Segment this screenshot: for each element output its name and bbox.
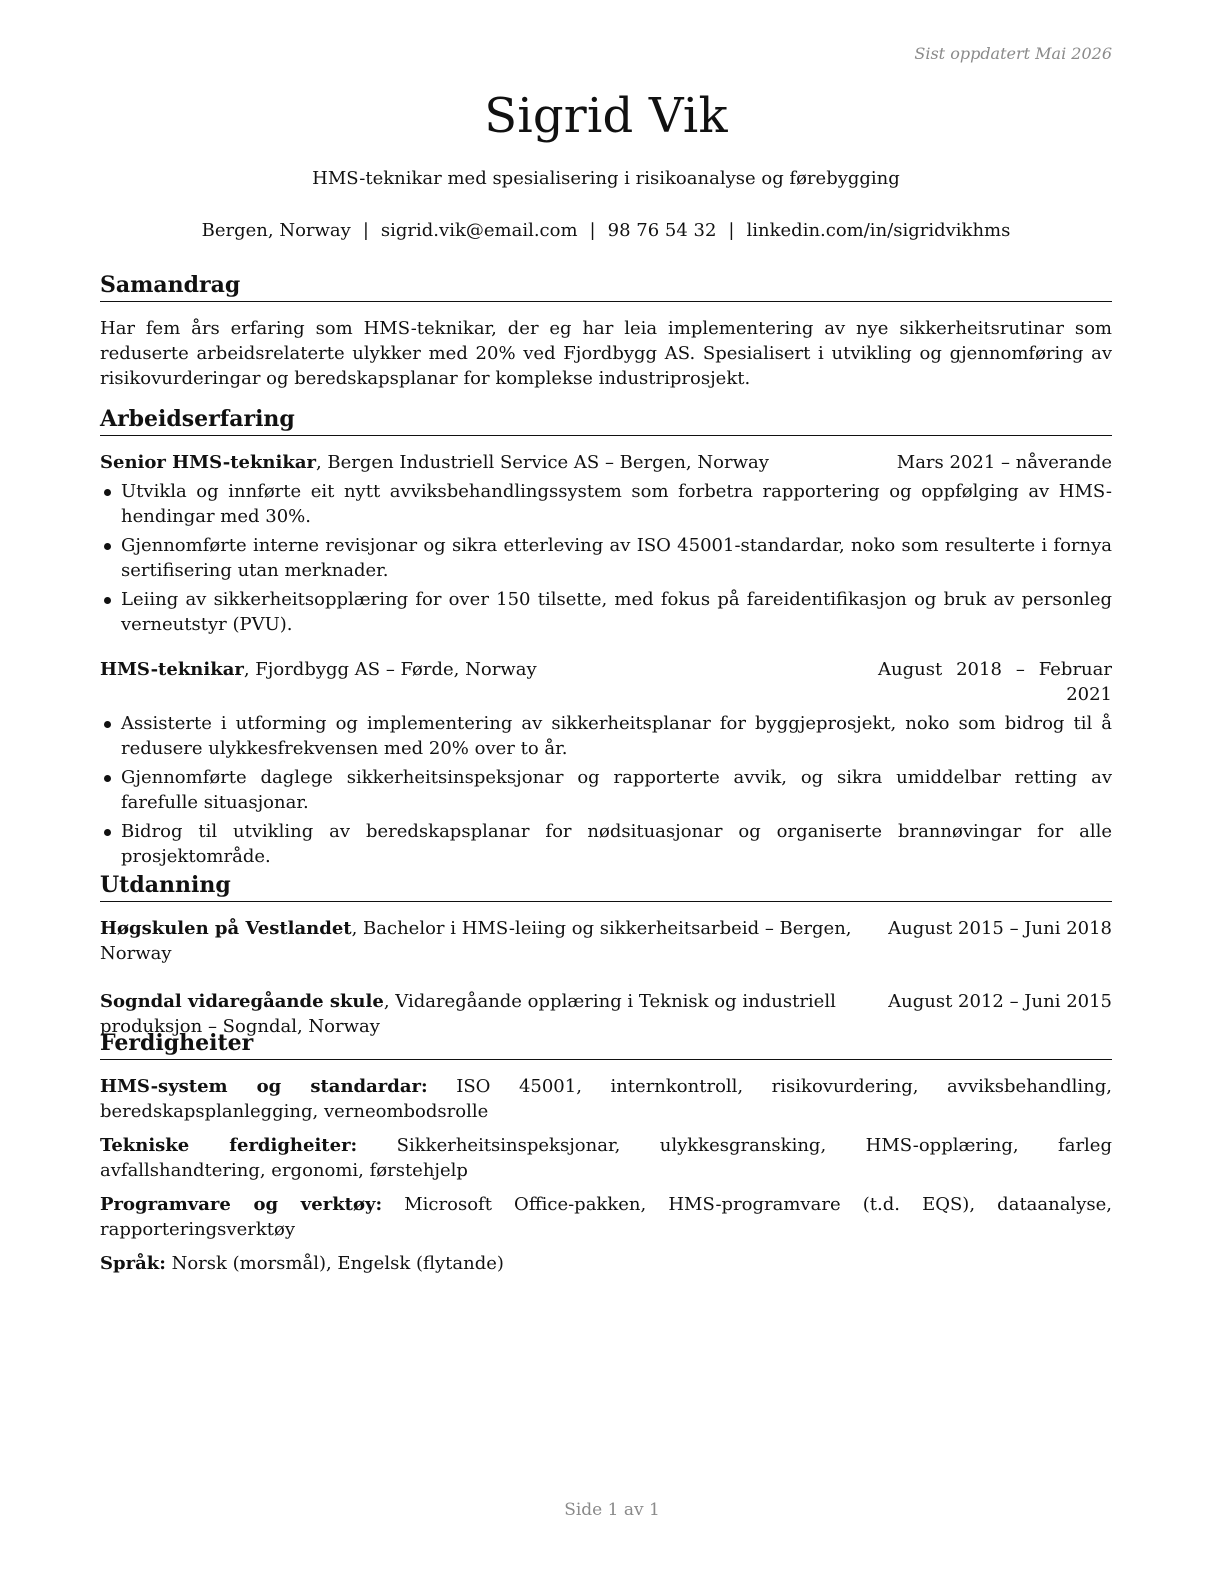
skill-text: ISO 45001, internkontroll, risikovurdering, avviksbehandling, beredskapsplanlegging, verneombodsrolle (100, 1076, 1112, 1122)
list-item: Gjennomførte daglege sikkerheitsinspeksjonar og rapporterte avvik, og sikra umiddelbar retting av farefulle situasjonar. (100, 765, 1112, 815)
skill-row (100, 1192, 1112, 1242)
education-school: Høgskulen på Vestlandet (100, 918, 352, 939)
experience-section (100, 404, 1112, 873)
skill-label: HMS-system og standardar: (100, 1076, 428, 1097)
job-header (100, 657, 1112, 707)
job-title: Senior HMS-teknikar (100, 452, 316, 473)
contact-phone: 98 76 54 32 (607, 220, 717, 241)
contact-location: Bergen, Norway (201, 220, 351, 241)
section-heading: Samandrag (100, 270, 1112, 302)
skill-text: Microsoft Office-pakken, HMS-programvare (t.d. EQS), dataanalyse, rapporteringsverktøy (100, 1194, 1112, 1240)
job-entry (100, 657, 1112, 869)
job-entry (100, 450, 1112, 637)
summary-text: Har fem års erfaring som HMS-teknikar, der eg har leia implementering av nye sikkerheitsrutinar som reduserte arbeidsrelaterte ulykker med 20% ved Fjordbygg AS. Spesialisert i utvikling og gjennomføring av risikovurderingar og beredskapsplanar for komplekse industriprosjekt. (100, 318, 1112, 389)
education-line (100, 916, 868, 966)
last-updated: Sist oppdatert Mai 2026 (914, 44, 1112, 63)
education-section (100, 870, 1112, 1039)
skill-label: Språk: (100, 1253, 166, 1274)
job-header (100, 450, 1112, 475)
contact-separator: | (728, 220, 735, 241)
summary-section (100, 270, 1112, 391)
job-date: August 2018 – Februar 2021 (878, 659, 1112, 705)
section-heading: Arbeidserfaring (100, 404, 1112, 436)
candidate-name: Sigrid Vik (484, 88, 728, 144)
skill-label: Tekniske ferdigheiter: (100, 1135, 358, 1156)
job-title-line (100, 450, 769, 475)
list-item: Bidrog til utvikling av beredskapsplanar for nødsituasjonar og organiserte brannøvingar for alle prosjektområde. (100, 819, 1112, 869)
contact-separator: | (362, 220, 369, 241)
skills-section (100, 1028, 1112, 1285)
contact-linkedin[interactable]: linkedin.com/in/sigridvikhms (746, 220, 1011, 241)
job-org: , Bergen Industriell Service AS – Bergen, Norway (315, 452, 769, 473)
education-date: August 2012 – Juni 2015 (888, 991, 1112, 1012)
skill-row (100, 1133, 1112, 1183)
skill-row (100, 1074, 1112, 1124)
job-title-line (100, 657, 537, 707)
job-bullets (100, 711, 1112, 869)
contact-separator: | (589, 220, 596, 241)
education-entry (100, 916, 1112, 966)
job-title: HMS-teknikar (100, 659, 244, 680)
education-school: Sogndal vidaregåande skule (100, 991, 384, 1012)
skill-text: Norsk (morsmål), Engelsk (flytande) (165, 1253, 504, 1274)
list-item: Utvikla og innførte eit nytt avviksbehandlingssystem som forbetra rapportering og oppfølging av HMS-hendingar med 30%. (100, 479, 1112, 529)
education-detail: , Bachelor i HMS-leiing og sikkerheitsarbeid – Bergen, Norway (100, 918, 852, 964)
education-date: August 2015 – Juni 2018 (888, 918, 1112, 939)
list-item: Gjennomførte interne revisjonar og sikra etterleving av ISO 45001-standardar, noko som resulterte i fornya sertifisering utan merknader. (100, 533, 1112, 583)
skill-row (100, 1251, 1112, 1276)
job-org: , Fjordbygg AS – Førde, Norway (243, 659, 537, 680)
section-heading: Ferdigheiter (100, 1028, 1112, 1060)
job-bullets (100, 479, 1112, 637)
list-item: Leiing av sikkerheitsopplæring for over 150 tilsette, med fokus på fareidentifikasjon og bruk av personleg verneutstyr (PVU). (100, 587, 1112, 637)
contact-line (100, 220, 1112, 241)
list-item: Assisterte i utforming og implementering av sikkerheitsplanar for byggjeprosjekt, noko som bidrog til å redusere ulykkesfrekvensen med 20% over to år. (100, 711, 1112, 761)
skills-list (100, 1074, 1112, 1276)
job-date: Mars 2021 – nåverande (896, 452, 1112, 473)
page-number: Side 1 av 1 (564, 1500, 660, 1520)
skill-text: Sikkerheitsinspeksjonar, ulykkesgransking, HMS-opplæring, farleg avfallshandtering, ergonomi, førstehjelp (100, 1135, 1112, 1181)
skill-label: Programvare og verktøy: (100, 1194, 383, 1215)
candidate-subtitle: HMS-teknikar med spesialisering i risikoanalyse og førebygging (312, 168, 900, 189)
education-detail: , Vidaregåande opplæring i Teknisk og industriell produksjon – Sogndal, Norway (100, 991, 836, 1037)
section-heading: Utdanning (100, 870, 1112, 902)
contact-email[interactable]: sigrid.vik@email.com (380, 220, 578, 241)
